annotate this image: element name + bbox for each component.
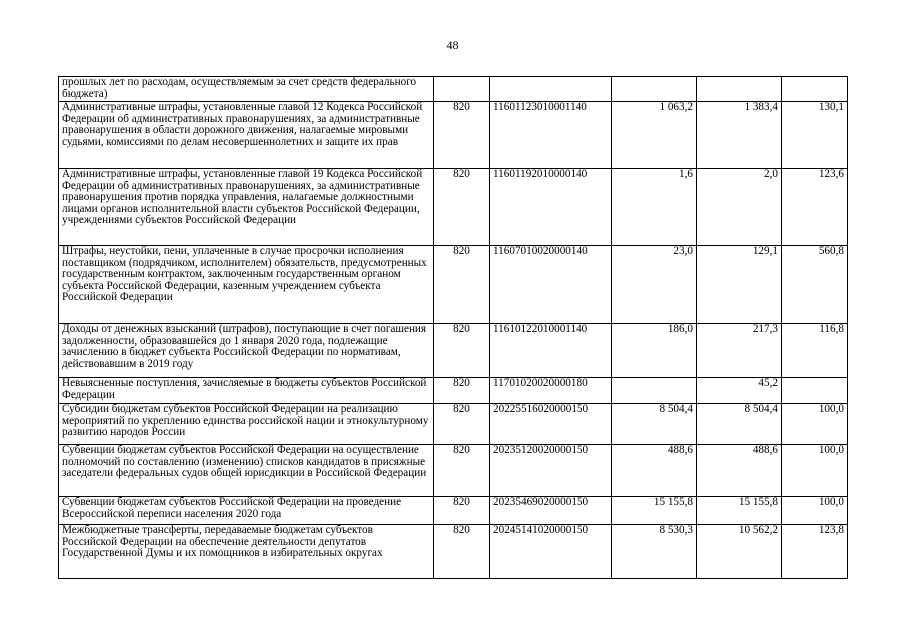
table-row: [59, 525, 848, 579]
row-admin-code: 820: [434, 378, 490, 404]
row-percent: [782, 378, 848, 404]
row-admin-code: 820: [434, 445, 490, 497]
row-percent: 560,8: [782, 246, 848, 324]
row-admin-code: 820: [434, 246, 490, 324]
row-fact: 10 562,2: [697, 525, 782, 579]
row-plan: 23,0: [612, 246, 697, 324]
row-budget-code: 11601123010001140: [490, 102, 612, 169]
row-plan: [612, 378, 697, 404]
row-plan: 488,6: [612, 445, 697, 497]
row-budget-code: [490, 77, 612, 102]
row-plan: 186,0: [612, 324, 697, 378]
row-name: прошлых лет по расходам, осуществляемым за счет средств федерального бюджета): [59, 77, 434, 102]
row-admin-code: 820: [434, 404, 490, 445]
row-fact: 8 504,4: [697, 404, 782, 445]
row-fact: 45,2: [697, 378, 782, 404]
row-fact: 217,3: [697, 324, 782, 378]
row-fact: 1 383,4: [697, 102, 782, 169]
row-admin-code: 820: [434, 324, 490, 378]
row-name: Субвенции бюджетам субъектов Российской Федерации на проведение Всероссийской переписи населения 2020 года: [59, 497, 434, 525]
row-plan: 8 504,4: [612, 404, 697, 445]
table-row: [59, 246, 848, 324]
table-row: [59, 102, 848, 169]
row-plan: 1 063,2: [612, 102, 697, 169]
row-percent: 123,8: [782, 525, 848, 579]
row-name: Административные штрафы, установленные главой 19 Кодекса Российской Федерации об административных правонарушениях, за административные правонарушения против порядка управления, налагаемые должностными лицами органов исполнительной власти субъектов Российской Федерации, учреждениями субъектов Российской Федерации: [59, 169, 434, 246]
row-percent: [782, 77, 848, 102]
row-percent: 123,6: [782, 169, 848, 246]
row-budget-code: 20235120020000150: [490, 445, 612, 497]
table-row: [59, 169, 848, 246]
table-row: [59, 497, 848, 525]
row-budget-code: 11607010020000140: [490, 246, 612, 324]
row-fact: 15 155,8: [697, 497, 782, 525]
row-budget-code: 11610122010001140: [490, 324, 612, 378]
table-row: [59, 378, 848, 404]
row-percent: 100,0: [782, 445, 848, 497]
row-name: Невыясненные поступления, зачисляемые в бюджеты субъектов Российской Федерации: [59, 378, 434, 404]
table-row: [59, 445, 848, 497]
row-plan: 15 155,8: [612, 497, 697, 525]
table-row: [59, 404, 848, 445]
row-budget-code: 11701020020000180: [490, 378, 612, 404]
row-name: Межбюджетные трансферты, передаваемые бюджетам субъектов Российской Федерации на обеспечение деятельности депутатов Государственной Думы и их помощников в избирательных округах: [59, 525, 434, 579]
row-percent: 130,1: [782, 102, 848, 169]
row-admin-code: 820: [434, 169, 490, 246]
row-percent: 116,8: [782, 324, 848, 378]
row-plan: [612, 77, 697, 102]
row-admin-code: 820: [434, 525, 490, 579]
row-budget-code: 11601192010000140: [490, 169, 612, 246]
row-name: Субсидии бюджетам субъектов Российской Федерации на реализацию мероприятий по укреплению единства российской нации и этнокультурному развитию народов России: [59, 404, 434, 445]
row-budget-code: 20235469020000150: [490, 497, 612, 525]
row-fact: [697, 77, 782, 102]
row-percent: 100,0: [782, 404, 848, 445]
row-fact: 2,0: [697, 169, 782, 246]
row-name: Административные штрафы, установленные главой 12 Кодекса Российской Федерации об административных правонарушениях, за административные правонарушения в области дорожного движения, налагаемые мировыми судьями, комиссиями по делам несовершеннолетних и защите их прав: [59, 102, 434, 169]
row-fact: 129,1: [697, 246, 782, 324]
row-plan: 8 530,3: [612, 525, 697, 579]
row-name: Доходы от денежных взысканий (штрафов), поступающие в счет погашения задолженности, образовавшейся до 1 января 2020 года, подлежащие зачислению в бюджет субъекта Российской Федерации по нормативам, действовавшим в 2019 году: [59, 324, 434, 378]
row-plan: 1,6: [612, 169, 697, 246]
row-name: Штрафы, неустойки, пени, уплаченные в случае просрочки исполнения поставщиком (подрядчиком, исполнителем) обязательств, предусмотренных государственным контрактом, заключенным государственным органом субъекта Российской Федерации, казенным учреждением субъекта Российской Федерации: [59, 246, 434, 324]
table-row: [59, 324, 848, 378]
row-fact: 488,6: [697, 445, 782, 497]
row-budget-code: 20245141020000150: [490, 525, 612, 579]
page-number: 48: [446, 38, 459, 52]
table-row: [59, 77, 848, 102]
row-budget-code: 20225516020000150: [490, 404, 612, 445]
row-percent: 100,0: [782, 497, 848, 525]
row-name: Субвенции бюджетам субъектов Российской Федерации на осуществление полномочий по составлению (изменению) списков кандидатов в присяжные заседатели федеральных судов общей юрисдикции в Российской Федерации: [59, 445, 434, 497]
row-admin-code: [434, 77, 490, 102]
row-admin-code: 820: [434, 497, 490, 525]
row-admin-code: 820: [434, 102, 490, 169]
revenue-table: [58, 76, 848, 579]
